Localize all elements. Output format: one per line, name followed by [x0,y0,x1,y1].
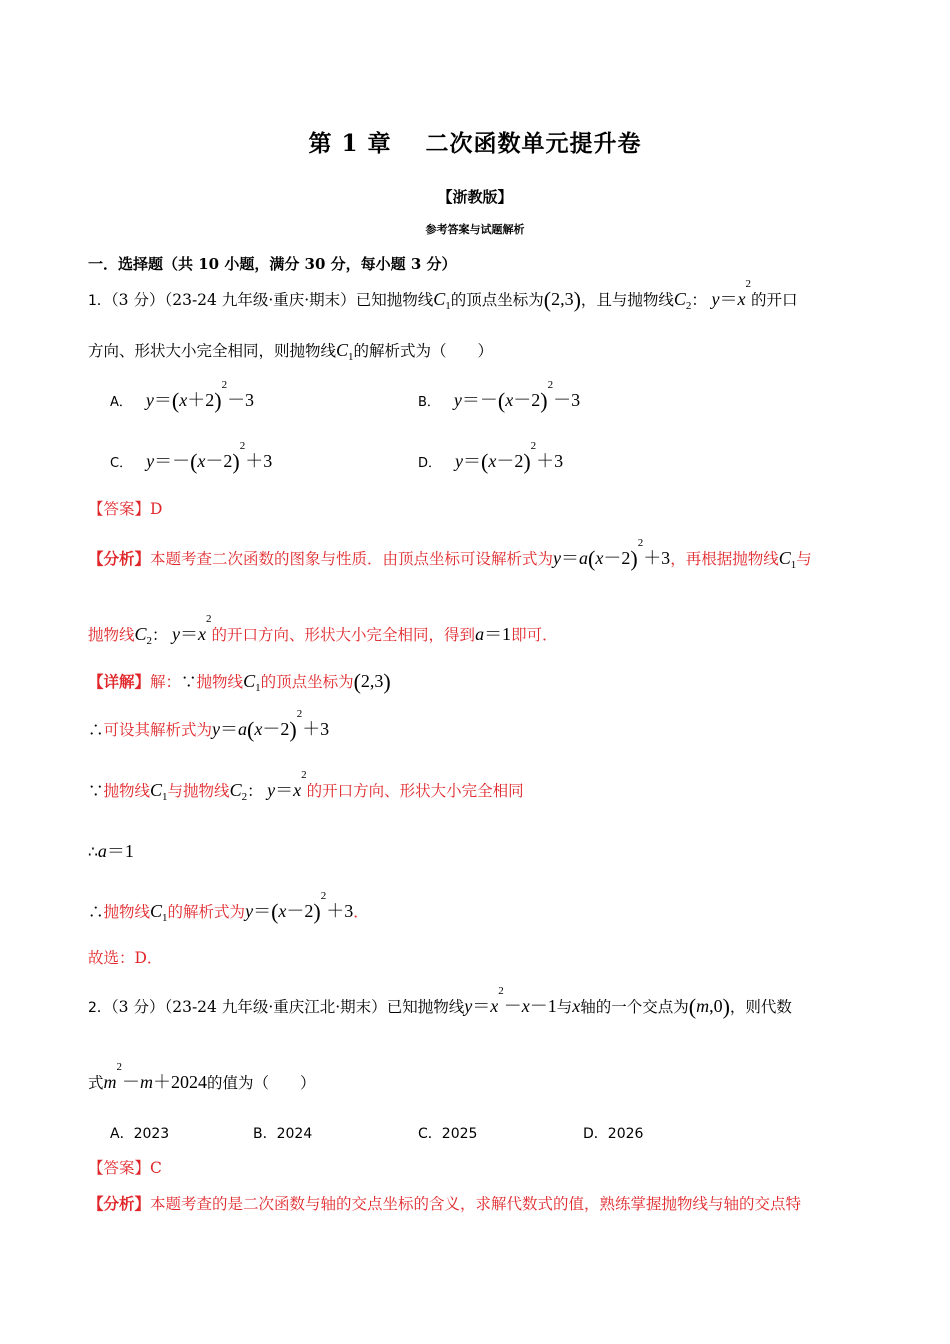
q1-option-b[interactable]: B． $y=-(x-2)^2-3$ [418,379,581,413]
q2-option-a[interactable]: A．2023 [110,1126,170,1142]
q1-step4: ∴a＝1 [88,841,134,861]
q1-step2: ∴可设其解析式为$y=a(x-2)^2+3$ [88,708,330,742]
q2-option-d[interactable]: D．2026 [583,1126,644,1142]
q1-option-d[interactable]: D． $y=(x-2)^2+3$ [418,440,564,474]
q2-stem-line2: 式$m^2-m+2024$的值为（ ） [88,1061,316,1092]
q2-answer: 【答案】C [88,1159,162,1177]
q1-detail-line1: 【详解】解：∵抛物线$C_1$的顶点坐标为(2,3) [88,669,391,694]
q1-stem-line2: 方向、形状大小完全相同，则抛物线$C_1$的解析式为（ ） [88,340,494,363]
q2-option-b[interactable]: B．2024 [253,1126,313,1142]
q1-option-c[interactable]: C． $y=-(x-2)^2+3$ [110,440,273,474]
q1-answer: 【答案】D [88,500,163,518]
page-title [0,125,950,158]
q1-option-a[interactable]: A． $y=(x+2)^2-3$ [110,379,255,413]
q1-step3: ∵抛物线$C_1$与抛物线$C_2$： $y=x^2$的开口方向、形状大小完全相同 [88,769,524,803]
section-heading: 一．选择题（共 10 小题，满分 30 分，每小题 3 分） [88,255,457,273]
q2-analysis-line1: 【分析】本题考查的是二次函数与轴的交点坐标的含义，求解代数式的值，熟练掌握抛物线与轴的交点特 [88,1194,802,1213]
q1-analysis-line2: 抛物线$C_2$： $y=x^2$的开口方向、形状大小完全相同，得到a＝1即可． [88,613,558,647]
title-text: 二次函数单元提升卷 [425,130,642,157]
q1-analysis-line1: 【分析】本题考查二次函数的图象与性质．由顶点坐标可设解析式为$y=a(x-2)^2+3$，再根据抛物线$C_1$与 [88,537,812,571]
q1-final: 故选：D． [88,949,163,967]
q2-option-c[interactable]: C．2025 [418,1126,478,1142]
subtitle: 参考答案与试题解析 [425,223,525,236]
edition-label: 【浙教版】 [437,188,513,206]
q1-stem-line1: 1．（3 分）（23-24 九年级·重庆·期末）已知抛物线$C_1$的顶点坐标为(2,3)，且与抛物线$C_2$： $y=x^2$的开口 [88,278,798,312]
q2-stem-line1: 2．（3 分）（23-24 九年级·重庆江北·期末）已知抛物线$y=x^2-x-1$与x轴的一个交点为(m,0)，则代数 [88,985,792,1019]
q1-step5: ∴抛物线$C_1$的解析式为$y=(x-2)^2+3$． [88,890,369,924]
chapter-label: 第 1 章 [308,130,392,157]
